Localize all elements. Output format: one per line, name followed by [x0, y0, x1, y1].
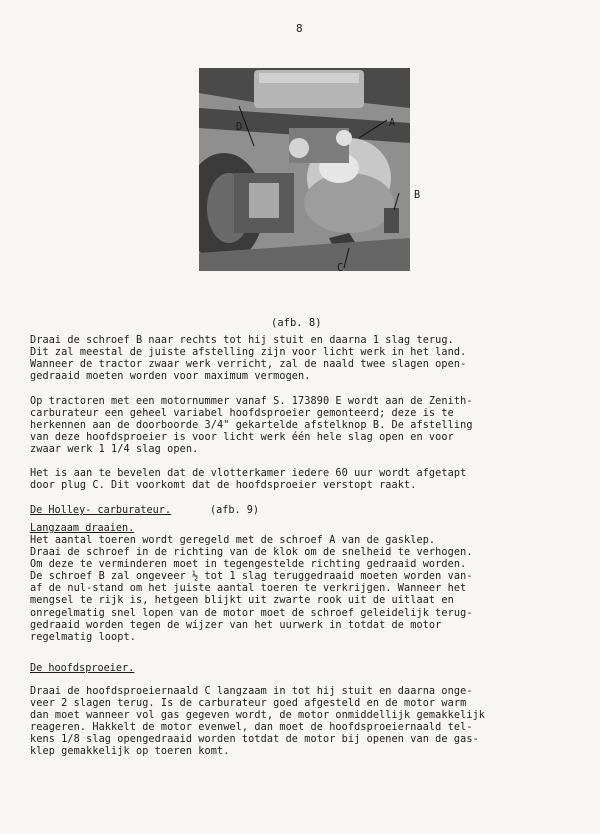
label-a: A	[389, 118, 396, 129]
heading-hoofdsproeier: De hoofdsproeier.	[30, 663, 135, 674]
paragraph-4: Het aantal toeren wordt geregeld met de schroef A van de gasklep. Draai de schroef in de richting van de klok om de snelheid te verhogen. Om deze te verminderen moet in tegengestelde richting gedraaid worden. De schroef B zal ongeveer ½ tot 1 slag teruggedraaid moeten worden van- af de nul-stand om het juiste aantal toeren te verkrijgen. Wanneer het mengsel te rijk is, hetgeen blijkt uit zwarte rook uit de uitlaat en onregelmatig snel lopen van de motor moet de schroef geleidelijk terug- gedraaid worden tegen de wijzer van het uurwerk in totdat de motor regelmatig loopt.	[30, 535, 473, 643]
paragraph-5: Draai de hoofdsproeiernaald C langzaam in tot hij stuit en daarna onge- veer 2 slagen terug. Is de carburateur goed afgesteld en de motor warm dan moet wanneer vol gas gegeven wordt, de motor onmiddellijk gemakkelijk reageren. Hakkelt de motor evenwel, dan moet de hoofdsproeiernaald tel- kens 1/8 slag opengedraaid worden totdat de motor bij openen van de gas- klep gemakkelijk op toeren komt.	[30, 686, 486, 758]
figure-caption: (afb. 8)	[271, 317, 322, 329]
label-d: D	[236, 122, 243, 133]
carburetor-photo	[199, 68, 410, 271]
label-b: B	[414, 190, 421, 201]
heading-holley: De Holley- carburateur.	[30, 505, 172, 516]
heading-langzaam: Langzaam draaien.	[30, 523, 135, 534]
paragraph-1: Draai de schroef B naar rechts tot hij stuit en daarna 1 slag terug. Dit zal meestal de juiste afstelling zijn voor licht werk in het land. Wanneer de tractor zwaar werk verricht, zal de naald twee slagen open- gedraaid moeten worden voor maximum vermogen.	[30, 335, 467, 383]
paragraph-3: Het is aan te bevelen dat de vlotterkamer iedere 60 uur wordt afgetapt door plug C. Dit voorkomt dat de hoofdsproeier verstopt raakt.	[30, 468, 467, 492]
label-c: C	[337, 263, 344, 274]
paragraph-2: Op tractoren met een motornummer vanaf S. 173890 E wordt aan de Zenith- carburateur een geheel variabel hoofdsproeier gemonteerd; deze is te herkennen aan de doorboorde 3/4" gekartelde afstelknop B. De afstelling van deze hoofdsproeier is voor licht werk één hele slag open en voor zwaar werk 1 1/4 slag open.	[30, 396, 473, 456]
page-number: 8	[296, 22, 303, 35]
holley-figure-ref: (afb. 9)	[210, 505, 260, 516]
